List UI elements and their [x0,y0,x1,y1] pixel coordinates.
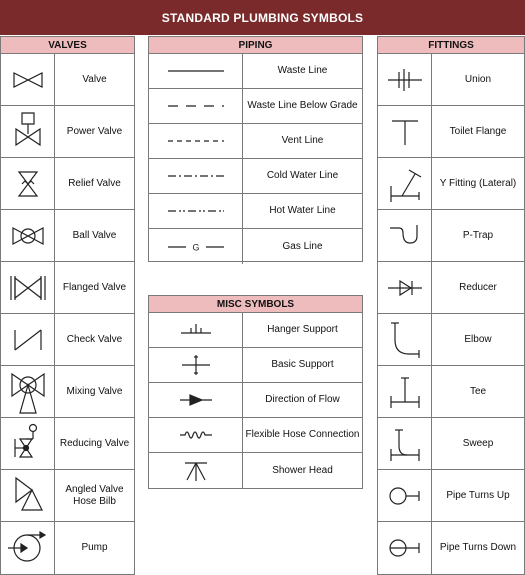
toilet-flange-label: Toilet Flange [449,125,507,137]
symbol-row [378,366,524,418]
symbol-row [149,383,362,418]
symbol-row [149,89,362,124]
cold-water-line-icon [149,159,243,193]
elbow-icon [378,314,432,365]
flexible-hose-icon [149,418,243,452]
vent-line-label: Vent Line [281,135,324,146]
mixing-valve-icon [1,366,55,417]
sweep-label: Sweep [462,437,494,449]
vent-line-icon [149,124,243,158]
symbol-row [149,229,362,264]
gas-line-icon [149,229,243,264]
symbol-row [1,210,134,262]
elbow-label: Elbow [464,333,492,345]
angled-valve-icon [1,470,55,521]
relief-valve-label: Relief Valve [68,177,121,189]
symbol-row [1,106,134,158]
angled-valve-label: Angled Valve Hose Bilb [65,483,124,507]
tee-label: Tee [469,385,487,397]
power-valve-icon [1,106,55,157]
valves-header: VALVES [1,37,134,54]
symbol-row [149,54,362,89]
waste-line-below-grade-icon [149,89,243,123]
direction-of-flow-icon [149,383,243,417]
flanged-valve-icon [1,262,55,313]
cold-water-line-label: Cold Water Line [266,170,339,181]
reducing-valve-icon [1,418,55,469]
tee-icon [378,366,432,417]
direction-of-flow-label: Direction of Flow [265,394,340,405]
pump-label: Pump [81,542,108,553]
symbol-row [1,366,134,418]
basic-support-icon [149,348,243,382]
basic-support-label: Basic Support [271,359,334,370]
waste-line-icon [149,54,243,88]
piping-panel [148,36,363,262]
hanger-support-icon [149,313,243,347]
symbol-row [378,106,524,158]
sweep-icon [378,418,432,469]
symbol-row [378,210,524,262]
pipe-turns-up-label: Pipe Turns Up [446,489,510,501]
hot-water-line-icon [149,194,243,228]
flanged-valve-label: Flanged Valve [62,281,127,293]
y-fitting-label: Y Fitting (Lateral) [439,177,517,189]
symbol-row [1,522,134,574]
symbol-row [149,194,362,229]
fittings-panel [377,36,525,575]
valves-panel [0,36,135,575]
symbol-row [378,262,524,314]
power-valve-label: Power Valve [66,125,123,137]
waste-line-label: Waste Line [277,65,328,76]
symbol-row [149,124,362,159]
shower-head-label: Shower Head [272,464,333,476]
hanger-support-label: Hanger Support [267,324,338,335]
symbol-row [149,453,362,488]
check-valve-label: Check Valve [66,333,123,345]
misc-header: MISC SYMBOLS [149,296,362,313]
reducing-valve-label: Reducing Valve [59,437,130,449]
symbol-row [378,470,524,522]
symbol-row [1,158,134,210]
toilet-flange-icon [378,106,432,157]
ball-valve-icon [1,210,55,261]
y-fitting-icon [378,158,432,209]
reducer-icon [378,262,432,313]
shower-head-icon [149,453,243,488]
p-trap-icon [378,210,432,261]
symbol-row [149,313,362,348]
fittings-header: FITTINGS [378,37,524,54]
symbol-row [378,54,524,106]
pump-icon [1,522,55,574]
mixing-valve-label: Mixing Valve [66,385,123,397]
symbol-row [378,418,524,470]
union-icon [378,54,432,105]
symbol-row [1,418,134,470]
symbol-row [149,159,362,194]
piping-header: PIPING [149,37,362,54]
reducer-label: Reducer [459,281,497,293]
symbol-row [149,418,362,453]
pipe-turns-down-icon [378,522,432,574]
misc-panel [148,295,363,489]
hot-water-line-label: Hot Water Line [269,205,336,216]
relief-valve-icon [1,158,55,209]
check-valve-icon [1,314,55,365]
gas-line-label: Gas Line [282,240,323,252]
pipe-turns-down-label: Pipe Turns Down [439,542,517,553]
gas-line-symbol-text: G [191,242,200,252]
pipe-turns-up-icon [378,470,432,521]
valve-icon [1,54,55,105]
symbol-row [149,348,362,383]
symbol-row [1,470,134,522]
valve-label: Valve [82,73,107,85]
symbol-row [378,158,524,210]
flexible-hose-label: Flexible Hose Connection [245,429,360,440]
symbol-row [378,314,524,366]
waste-line-below-grade-label: Waste Line Below Grade [247,100,358,111]
page-title: STANDARD PLUMBING SYMBOLS [0,0,525,35]
symbol-row [378,522,524,574]
symbol-row [1,54,134,106]
p-trap-label: P-Trap [462,229,494,241]
union-label: Union [464,73,492,85]
ball-valve-label: Ball Valve [72,229,117,241]
symbol-row [1,314,134,366]
symbol-row [1,262,134,314]
